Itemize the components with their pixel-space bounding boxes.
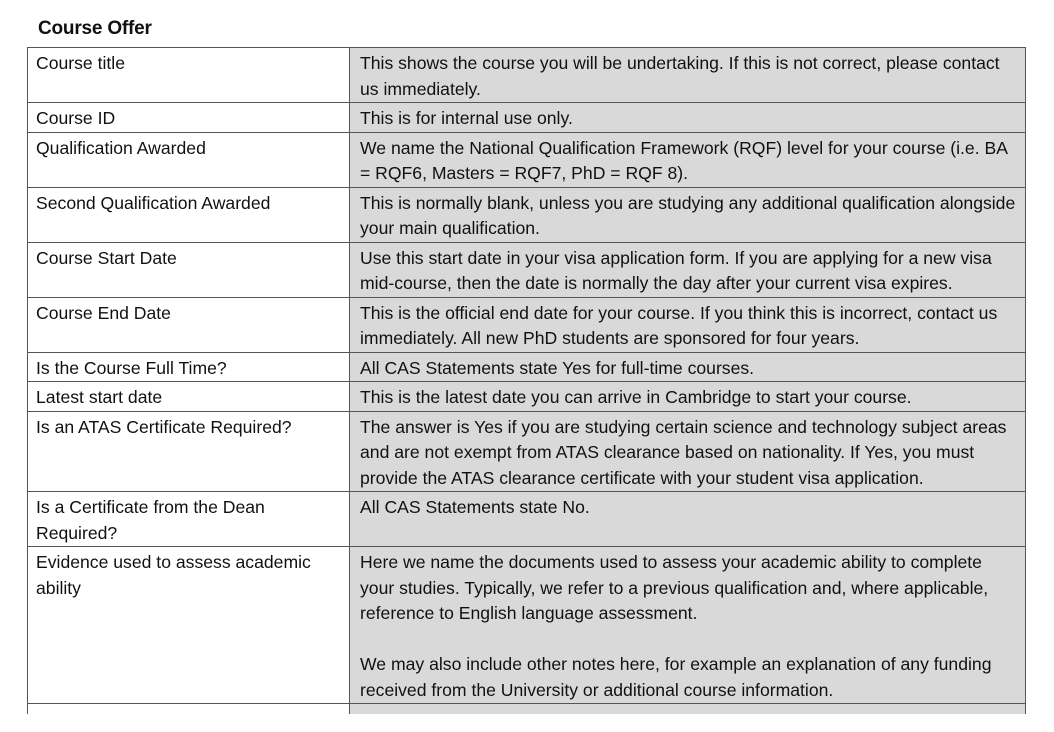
table-row	[28, 187, 1026, 242]
field-description	[350, 48, 1026, 103]
field-description	[350, 187, 1026, 242]
field-label: Evidence used to assess academic ability	[28, 547, 350, 704]
description-paragraph: Here we name the documents used to assess your academic ability to complete your studies. Typically, we refer to a previous qualification and, where applicable, reference to English language assessment.	[360, 552, 989, 623]
table-row-cut-off	[28, 704, 1026, 715]
table-row	[28, 492, 1026, 547]
table-row	[28, 48, 1026, 103]
description-paragraph: This is the official end date for your course. If you think this is incorrect, contact us immediately. All new PhD students are sponsored for four years.	[360, 302, 998, 348]
description-paragraph: This is normally blank, unless you are studying any additional qualification alongside your main qualification.	[360, 192, 1016, 238]
field-label: Course title	[28, 48, 350, 103]
field-label: Qualification Awarded	[28, 132, 350, 187]
table-row	[28, 352, 1026, 382]
field-label: Course ID	[28, 103, 350, 133]
description-paragraph: We may also include other notes here, for example an explanation of any funding received from the University or additional course information.	[360, 654, 992, 700]
field-description	[350, 382, 1026, 412]
description-paragraph: All CAS Statements state Yes for full-time courses.	[360, 357, 755, 378]
table-row	[28, 242, 1026, 297]
table-row	[28, 297, 1026, 352]
description-paragraph: This shows the course you will be undertaking. If this is not correct, please contact us immediately.	[360, 53, 1000, 99]
field-label: Is a Certificate from the Dean Required?	[28, 492, 350, 547]
table-row	[28, 132, 1026, 187]
table-row	[28, 103, 1026, 133]
table-row	[28, 547, 1026, 704]
field-description	[350, 132, 1026, 187]
field-description	[350, 242, 1026, 297]
table-row	[28, 382, 1026, 412]
description-paragraph: The answer is Yes if you are studying certain science and technology subject areas and are not exempt from ATAS clearance based on nationality. If Yes, you must provide the ATAS clearance certificate with your student visa application.	[360, 416, 1007, 488]
description-paragraph: All CAS Statements state No.	[360, 497, 590, 517]
field-description	[350, 103, 1026, 133]
field-description	[350, 547, 1026, 704]
field-description	[350, 492, 1026, 547]
course-offer-table-body	[28, 48, 1026, 715]
field-label: Latest start date	[28, 382, 350, 412]
section-heading: Course Offer	[38, 18, 152, 39]
field-description	[350, 352, 1026, 382]
table-row	[28, 411, 1026, 492]
field-label: Course End Date	[28, 297, 350, 352]
field-label: Is the Course Full Time?	[28, 352, 350, 382]
field-description	[350, 704, 1026, 715]
description-paragraph: We name the National Qualification Framework (RQF) level for your course (i.e. BA = RQF6, Masters = RQF7, PhD = RQF 8).	[360, 137, 1007, 183]
field-label: Is an ATAS Certificate Required?	[28, 411, 350, 492]
field-label: Second Qualification Awarded	[28, 187, 350, 242]
course-offer-table	[27, 47, 1026, 714]
field-description	[350, 297, 1026, 352]
field-description	[350, 411, 1026, 492]
field-label	[28, 704, 350, 715]
field-label: Course Start Date	[28, 242, 350, 297]
description-paragraph: This is the latest date you can arrive in Cambridge to start your course.	[360, 387, 912, 407]
description-paragraph: Use this start date in your visa application form. If you are applying for a new visa mid-course, then the date is normally the day after your current visa expires.	[360, 247, 992, 293]
description-paragraph: This is for internal use only.	[360, 108, 573, 128]
